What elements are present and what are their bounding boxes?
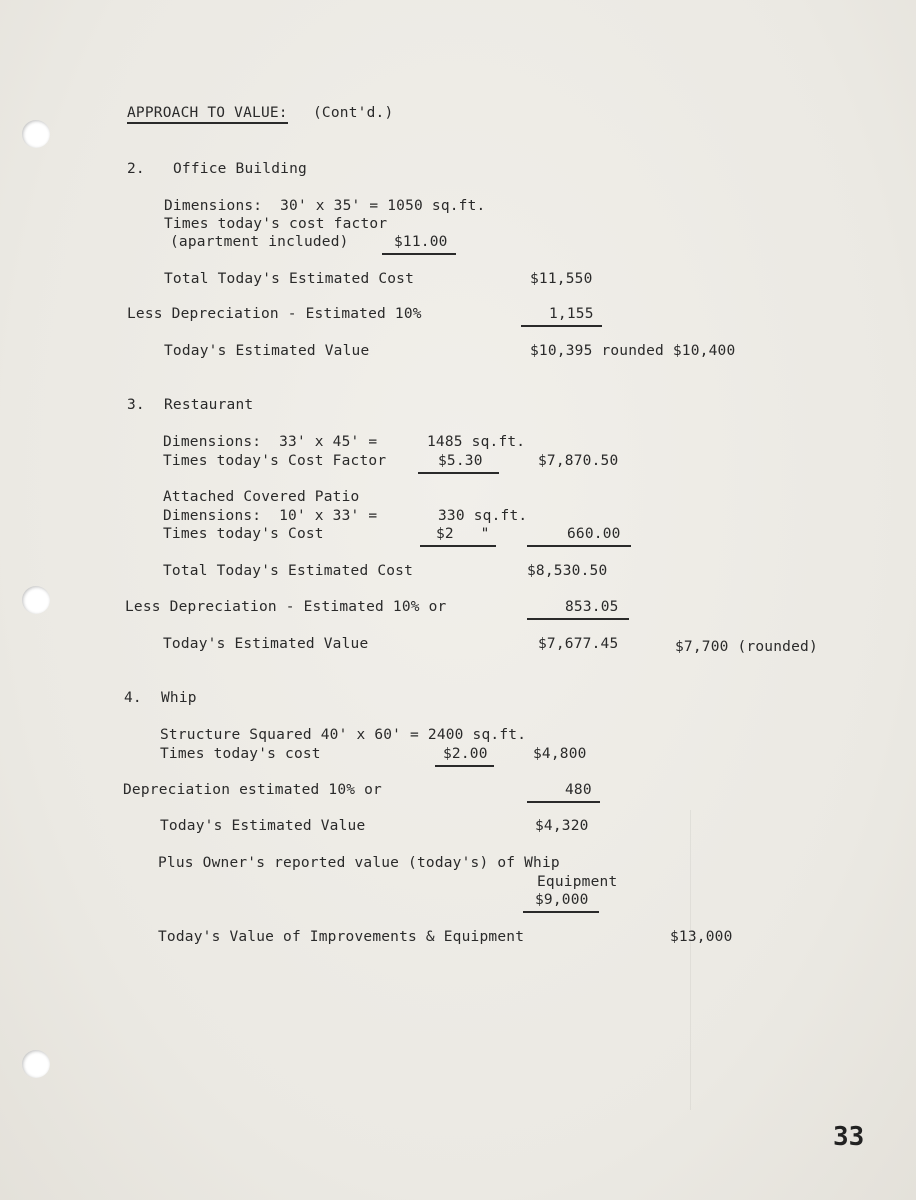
restaurant-estimated-label: Today's Estimated Value	[163, 636, 369, 652]
whip-plus-owner-label: Plus Owner's reported value (today's) of Whip	[158, 855, 560, 871]
final-value-label: Today's Value of Improvements & Equipment	[158, 929, 525, 945]
whip-estimated-label: Today's Estimated Value	[160, 818, 366, 834]
restaurant-cost-factor: $5.30	[418, 452, 499, 474]
patio-cost-factor: $2 "	[420, 525, 496, 547]
whip-structure: Structure Squared 40' x 60' = 2400 sq.ft.	[160, 727, 527, 743]
section-title: APPROACH TO VALUE:	[127, 104, 288, 124]
item-number: 3.	[127, 397, 145, 413]
restaurant-depreciation-label: Less Depreciation - Estimated 10% or	[125, 599, 447, 615]
whip-equipment-value: $9,000	[523, 891, 599, 913]
whip-equipment-label: Equipment	[537, 874, 618, 890]
punch-hole	[22, 1050, 50, 1078]
restaurant-rounded-value: $7,700 (rounded)	[675, 639, 818, 655]
patio-cost: 660.00	[527, 525, 631, 547]
paper-fold-line	[690, 810, 691, 1110]
page-number: 33	[833, 1122, 865, 1152]
punch-hole	[22, 586, 50, 614]
whip-depreciation-value: 480	[527, 781, 600, 803]
restaurant-sqft: 1485 sq.ft.	[427, 434, 526, 450]
office-depreciation-label: Less Depreciation - Estimated 10%	[127, 306, 422, 322]
restaurant-estimated-value: $7,677.45	[538, 636, 619, 652]
restaurant-dimensions: Dimensions: 33' x 45' =	[163, 434, 378, 450]
item-title: Office Building	[173, 161, 307, 177]
patio-times-label: Times today's Cost	[163, 526, 324, 542]
patio-sqft: 330 sq.ft.	[438, 508, 528, 524]
item-number: 4.	[124, 690, 142, 706]
whip-estimated-value: $4,320	[535, 818, 589, 834]
restaurant-times-label: Times today's Cost Factor	[163, 453, 387, 469]
item-number: 2.	[127, 161, 145, 177]
item-title: Restaurant	[164, 397, 254, 413]
whip-times-label: Times today's cost	[160, 746, 321, 762]
office-cost-factor: $11.00	[382, 233, 456, 255]
punch-hole	[22, 120, 50, 148]
office-times-factor: Times today's cost factor	[164, 216, 388, 232]
whip-cost-factor: $2.00	[435, 745, 494, 767]
whip-cost: $4,800	[533, 746, 587, 762]
restaurant-total-value: $8,530.50	[527, 563, 608, 579]
final-value: $13,000	[670, 929, 733, 945]
office-apartment-note: (apartment included)	[170, 234, 349, 250]
patio-dimensions: Dimensions: 10' x 33' =	[163, 508, 378, 524]
restaurant-depreciation-value: 853.05	[527, 598, 629, 620]
office-estimated-value: $10,395 rounded $10,400	[530, 343, 736, 359]
restaurant-main-cost: $7,870.50	[538, 453, 619, 469]
section-title-cont: (Cont'd.)	[313, 105, 394, 121]
office-depreciation-value: 1,155	[521, 305, 602, 327]
office-total-value: $11,550	[530, 271, 593, 287]
office-total-label: Total Today's Estimated Cost	[164, 271, 415, 287]
item-title: Whip	[161, 690, 197, 706]
whip-depreciation-label: Depreciation estimated 10% or	[123, 782, 382, 798]
restaurant-total-label: Total Today's Estimated Cost	[163, 563, 414, 579]
office-dimensions: Dimensions: 30' x 35' = 1050 sq.ft.	[164, 198, 486, 214]
patio-label: Attached Covered Patio	[163, 489, 360, 505]
office-estimated-label: Today's Estimated Value	[164, 343, 370, 359]
